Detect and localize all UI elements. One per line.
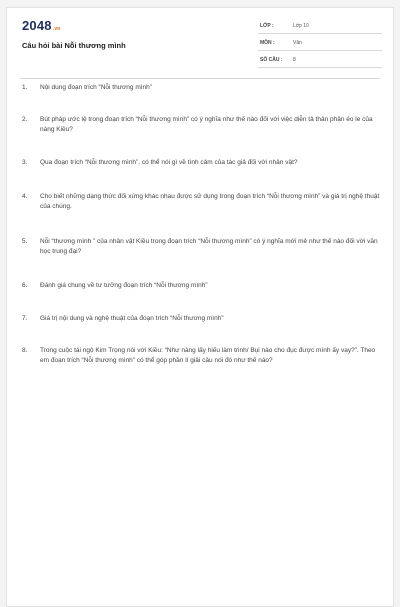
header-divider xyxy=(20,78,380,79)
site-logo[interactable] xyxy=(22,19,61,36)
question-text: Nội dung đoạn trích “Nỗi thương mình” xyxy=(40,84,152,91)
question-text: Trong cuộc tái ngộ Kim Trọng nói với Kiều: “Như nàng lấy hiếu làm trinh/ Bụi nào cho đục được mình ấy vay?”. Theo em đoạn trích “Nỗi thương mình” có thể góp phần lí giải câu nói đó như thế nào? xyxy=(40,347,376,364)
question-number: 7. xyxy=(22,315,28,322)
meta-label-class: LỚP : xyxy=(260,23,274,29)
question-number: 6. xyxy=(22,282,28,289)
question-number: 1. xyxy=(22,84,28,91)
meta-row-subject xyxy=(258,37,382,51)
question-number: 2. xyxy=(22,116,28,123)
question-text: Bút pháp ước lệ trong đoạn trích “Nỗi thương mình” có ý nghĩa như thế nào đối với việc diễn tả thân phận éo le của nàng Kiều? xyxy=(40,116,373,133)
question-number: 4. xyxy=(22,193,28,200)
question-text: Đánh giá chung về tư tưởng đoạn trích “Nỗi thương mình” xyxy=(40,282,208,289)
question-text: Nỗi “thương mình ” của nhân vật Kiều trong đoạn trích “Nỗi thương mình” có ý nghĩa mới mẻ như thế nào đối với văn học trung đại? xyxy=(40,238,378,255)
question-text: Giá trị nội dung và nghệ thuật của đoạn trích “Nỗi thương mình” xyxy=(40,315,224,322)
meta-row-class xyxy=(258,20,382,34)
question-number: 5. xyxy=(22,238,28,245)
logo-main: 2048 xyxy=(22,18,52,33)
logo-suffix: .vn xyxy=(52,26,61,32)
meta-row-count xyxy=(258,54,382,68)
question-text: Cho biết những dạng thức đối xứng khác nhau được sử dụng trong đoạn trích “Nỗi thương mình” và giá trị nghệ thuật của chúng. xyxy=(40,193,380,210)
meta-info xyxy=(258,20,382,71)
meta-label-subject: MÔN : xyxy=(260,40,275,46)
meta-value-subject: Văn xyxy=(293,40,302,46)
question-number: 3. xyxy=(22,159,28,166)
document-header xyxy=(22,16,382,71)
document-page xyxy=(6,7,394,607)
meta-label-count: SỐ CÂU : xyxy=(260,57,283,63)
document-title: Câu hỏi bài Nỗi thương mình xyxy=(22,41,126,50)
question-text: Qua đoạn trích “Nỗi thương mình”, có thể nói gì về tình cảm của tác giả đối với nhân vật? xyxy=(40,159,298,166)
question-number: 8. xyxy=(22,347,28,354)
meta-value-count: 8 xyxy=(293,57,296,63)
meta-value-class: Lớp 10 xyxy=(293,23,309,29)
